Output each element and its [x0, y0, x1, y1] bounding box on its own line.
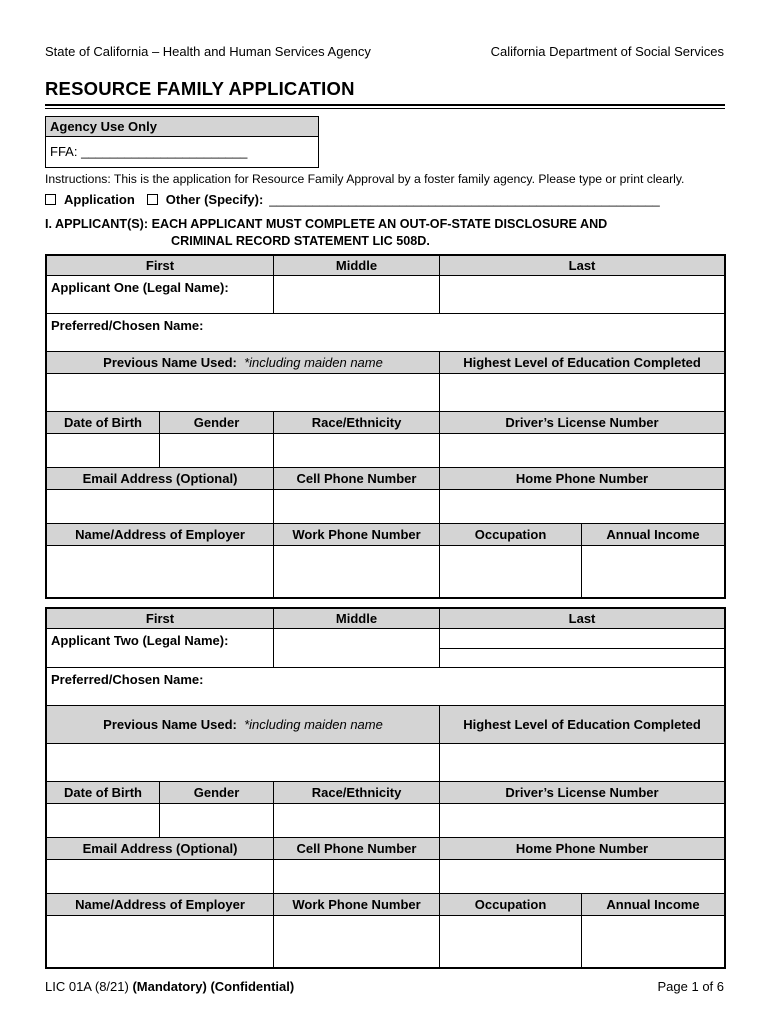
applicant-two-previous-name-field[interactable] [47, 744, 440, 782]
last-header: Last [440, 609, 725, 629]
applicant-one-education-field[interactable] [440, 374, 725, 412]
previous-name-header [47, 706, 440, 744]
employer-header: Name/Address of Employer [47, 524, 274, 546]
gender-header: Gender [160, 782, 274, 804]
applicant-two-gender-field[interactable] [160, 804, 274, 838]
work-phone-header: Work Phone Number [274, 524, 440, 546]
applicant-two-race-field[interactable] [274, 804, 440, 838]
middle-header: Middle [274, 256, 440, 276]
previous-name-label: Previous Name Used: [103, 355, 237, 370]
previous-name-label: Previous Name Used: [103, 717, 237, 732]
form-id: LIC 01A (8/21) [45, 979, 129, 994]
occupation-header: Occupation [440, 524, 582, 546]
applicant-two-occupation-field[interactable] [440, 916, 582, 968]
ffa-field[interactable] [46, 137, 318, 166]
applicant-two-first-name-field[interactable] [47, 629, 274, 668]
applicant-two-work-phone-field[interactable] [274, 916, 440, 968]
occupation-header: Occupation [440, 894, 582, 916]
other-label: Other (Specify): [165, 192, 264, 207]
applicant-one-cell-field[interactable] [274, 490, 440, 524]
application-type-row [45, 192, 660, 207]
applicant-one-previous-name-field[interactable] [47, 374, 440, 412]
agency-use-heading: Agency Use Only [46, 117, 318, 137]
gender-header: Gender [160, 412, 274, 434]
applicant-two-preferred-name-field[interactable] [47, 668, 725, 706]
footer-form-id [45, 979, 294, 994]
ffa-blank: _______________________ [81, 144, 248, 159]
applicant-one-income-field[interactable] [582, 546, 725, 598]
applicant-two-last-name-line-1[interactable] [440, 629, 724, 648]
last-header: Last [440, 256, 725, 276]
cell-header: Cell Phone Number [274, 838, 440, 860]
middle-header: Middle [274, 609, 440, 629]
income-header: Annual Income [582, 894, 725, 916]
applicant-two-income-field[interactable] [582, 916, 725, 968]
ffa-label: FFA: [50, 144, 78, 159]
form-title: RESOURCE FAMILY APPLICATION [45, 78, 355, 99]
license-header: Driver’s License Number [440, 412, 725, 434]
other-specify-field[interactable]: ______________________________________________________ [269, 192, 660, 207]
license-header: Driver’s License Number [440, 782, 725, 804]
applicant-two-last-name-line-2[interactable] [440, 648, 724, 668]
applicant-two-employer-field[interactable] [47, 916, 274, 968]
section-line-1: I. APPLICANT(S): EACH APPLICANT MUST COMPLETE AN OUT-OF-STATE DISCLOSURE AND [45, 217, 608, 231]
first-header: First [47, 256, 274, 276]
preferred-name-label: Preferred/Chosen Name: [51, 318, 204, 333]
form-status: (Mandatory) (Confidential) [132, 979, 295, 994]
applicant-one-work-phone-field[interactable] [274, 546, 440, 598]
applicant-two-dob-field[interactable] [47, 804, 160, 838]
applicant-two-table [46, 608, 725, 968]
dob-header: Date of Birth [47, 412, 160, 434]
instructions-text: Instructions: This is the application for Resource Family Approval by a foster family agency. Please type or print clearly. [45, 172, 685, 186]
agency-use-box [45, 116, 319, 168]
dob-header: Date of Birth [47, 782, 160, 804]
email-header: Email Address (Optional) [47, 838, 274, 860]
applicant-one-gender-field[interactable] [160, 434, 274, 468]
email-header: Email Address (Optional) [47, 468, 274, 490]
applicant-one-first-name-field[interactable] [47, 276, 274, 314]
title-rule-thin [45, 108, 725, 109]
education-header: Highest Level of Education Completed [440, 352, 725, 374]
work-phone-header: Work Phone Number [274, 894, 440, 916]
header-department: California Department of Social Services [490, 44, 724, 59]
previous-name-note: *including maiden name [244, 355, 383, 370]
applicant-one-home-phone-field[interactable] [440, 490, 725, 524]
applicant-one-table [46, 255, 725, 598]
applicant-one-middle-name-field[interactable] [274, 276, 440, 314]
previous-name-note: *including maiden name [244, 717, 383, 732]
header-agency: State of California – Health and Human Services Agency [45, 44, 371, 59]
application-label: Application [64, 192, 135, 207]
income-header: Annual Income [582, 524, 725, 546]
applicant-one-occupation-field[interactable] [440, 546, 582, 598]
applicant-two-education-field[interactable] [440, 744, 725, 782]
previous-name-header [47, 352, 440, 374]
applicant-one-race-field[interactable] [274, 434, 440, 468]
page-number: Page 1 of 6 [657, 979, 724, 994]
applicant-two-last-name-field[interactable] [440, 629, 725, 668]
applicant-two-home-phone-field[interactable] [440, 860, 725, 894]
applicant-two-middle-name-field[interactable] [274, 629, 440, 668]
cell-header: Cell Phone Number [274, 468, 440, 490]
applicant-two-cell-field[interactable] [274, 860, 440, 894]
section-heading [45, 216, 607, 250]
employer-header: Name/Address of Employer [47, 894, 274, 916]
application-checkbox[interactable] [45, 194, 56, 205]
race-header: Race/Ethnicity [274, 782, 440, 804]
applicant-two-label: Applicant Two (Legal Name): [51, 633, 229, 648]
race-header: Race/Ethnicity [274, 412, 440, 434]
preferred-name-label: Preferred/Chosen Name: [51, 672, 204, 687]
applicant-one-label: Applicant One (Legal Name): [51, 280, 229, 295]
applicant-two-email-field[interactable] [47, 860, 274, 894]
section-line-2: CRIMINAL RECORD STATEMENT LIC 508D. [171, 234, 430, 248]
other-checkbox[interactable] [147, 194, 158, 205]
applicant-one-license-field[interactable] [440, 434, 725, 468]
applicant-one-employer-field[interactable] [47, 546, 274, 598]
applicant-one-email-field[interactable] [47, 490, 274, 524]
title-rule [45, 104, 725, 106]
first-header: First [47, 609, 274, 629]
applicant-two-license-field[interactable] [440, 804, 725, 838]
education-header: Highest Level of Education Completed [440, 706, 725, 744]
applicant-one-preferred-name-field[interactable] [47, 314, 725, 352]
home-phone-header: Home Phone Number [440, 838, 725, 860]
home-phone-header: Home Phone Number [440, 468, 725, 490]
applicant-one-dob-field[interactable] [47, 434, 160, 468]
applicant-one-last-name-field[interactable] [440, 276, 725, 314]
